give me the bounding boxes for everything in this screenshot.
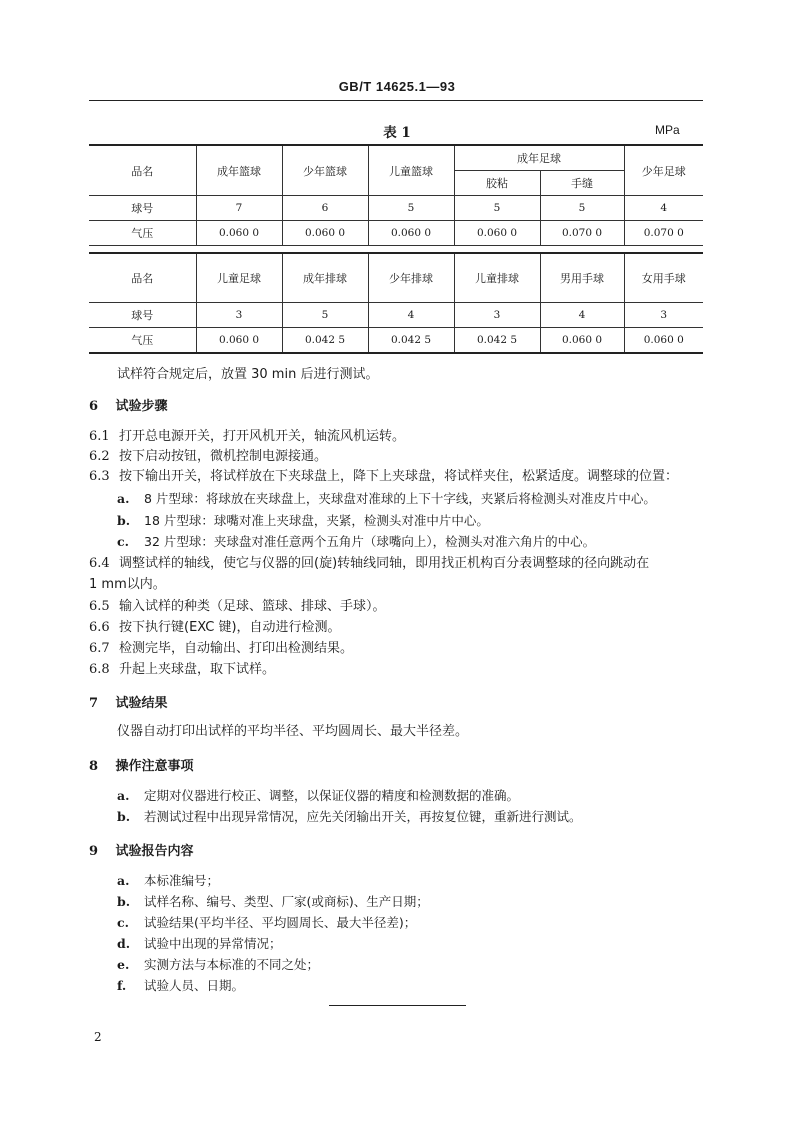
item-letter: a. (117, 491, 130, 506)
item-text: 定期对仪器进行校正、调整，以保证仪器的精度和检测数据的准确。 (144, 788, 520, 803)
table-cell: 6 (282, 196, 368, 221)
section-number: 9 (89, 844, 99, 859)
header-glued: 胶粘 (454, 171, 540, 196)
item-letter: a. (117, 873, 130, 888)
table-cell: 3 (624, 303, 703, 328)
table-row (89, 221, 703, 246)
table-cell: 0.042 5 (454, 328, 540, 354)
table-cell: 0.060 0 (454, 221, 540, 246)
item-text: 8 片型球：将球放在夹球盘上，夹球盘对准球的上下十字线，夹紧后将检测头对准皮片中心。 (144, 491, 656, 506)
header-youth-volleyball: 少年排球 (368, 253, 454, 303)
header-hand-sewn: 手缝 (540, 171, 624, 196)
row-label-pressure: 气压 (89, 221, 196, 246)
header-youth-basketball: 少年篮球 (282, 145, 368, 196)
item-number: 6.1 (89, 429, 110, 444)
list-item (117, 786, 717, 806)
table-cell: 0.042 5 (368, 328, 454, 354)
item-number: 6.7 (89, 641, 110, 656)
item-text: 打开总电源开关，打开风机开关，轴流风机运转。 (119, 429, 406, 444)
list-item (117, 892, 717, 912)
item-number: 6.4 (89, 556, 110, 571)
section-9-heading (89, 840, 194, 859)
table-cell: 5 (540, 196, 624, 221)
page-number: 2 (94, 1030, 102, 1044)
item-letter: a. (117, 788, 130, 803)
item-letter: e. (117, 957, 130, 972)
table-cell: 0.070 0 (540, 221, 624, 246)
item-text: 按下执行键(EXC 键)，自动进行检测。 (119, 620, 341, 635)
list-item (117, 913, 717, 933)
table-cell: 0.060 0 (624, 328, 703, 354)
list-item (117, 511, 717, 531)
item-letter: f. (117, 978, 127, 993)
pressure-table-part1 (89, 144, 703, 246)
section-title: 试验结果 (115, 696, 168, 711)
section-number: 6 (89, 399, 99, 414)
table-row (89, 253, 703, 303)
header-child-football: 儿童足球 (196, 253, 282, 303)
table-cell: 5 (454, 196, 540, 221)
table-cell: 0.060 0 (196, 328, 282, 354)
row-label-pressure: 气压 (89, 328, 196, 354)
table-cell: 0.060 0 (540, 328, 624, 354)
row-label-number: 球号 (89, 196, 196, 221)
header-adult-volleyball: 成年排球 (282, 253, 368, 303)
item-number: 6.2 (89, 449, 110, 464)
item-number: 6.6 (89, 620, 110, 635)
table-cell: 0.070 0 (624, 221, 703, 246)
item-letter: c. (117, 534, 129, 549)
table-row (89, 196, 703, 221)
item-text: 试验结果(平均半径、平均圆周长、最大半径差)； (144, 915, 417, 930)
table-cell: 0.060 0 (196, 221, 282, 246)
standard-header: GB/T 14625.1—93 (338, 79, 456, 94)
list-item (89, 618, 709, 638)
item-text-continued: 1 mm以内。 (89, 577, 166, 592)
item-text: 试验中出现的异常情况； (144, 936, 282, 951)
table-cell: 3 (196, 303, 282, 328)
item-text: 若测试过程中出现异常情况，应先关闭输出开关，再按复位键，重新进行测试。 (144, 809, 582, 824)
table-cell: 4 (368, 303, 454, 328)
row-label-number: 球号 (89, 303, 196, 328)
list-item (117, 807, 717, 827)
table-cell: 4 (624, 196, 703, 221)
item-text: 本标准编号； (144, 873, 220, 888)
table-cell: 0.060 0 (368, 221, 454, 246)
header-adult-basketball: 成年篮球 (196, 145, 282, 196)
table-row (89, 328, 703, 354)
table-cell: 3 (454, 303, 540, 328)
table-cell: 5 (368, 196, 454, 221)
table-cell: 4 (540, 303, 624, 328)
item-letter: b. (117, 894, 131, 909)
item-text: 试验人员、日期。 (144, 978, 245, 993)
header-name: 品名 (89, 145, 196, 196)
header-child-basketball: 儿童篮球 (368, 145, 454, 196)
list-item (89, 467, 709, 487)
table-note: 试样符合规定后，放置 30 min 后进行测试。 (117, 367, 379, 382)
item-text: 输入试样的种类（足球、篮球、排球、手球）。 (119, 599, 386, 614)
end-rule (329, 1005, 466, 1006)
section-7-heading (89, 692, 168, 711)
header-youth-football: 少年足球 (624, 145, 703, 196)
list-item (89, 447, 709, 467)
list-item (117, 532, 717, 552)
header-mens-handball: 男用手球 (540, 253, 624, 303)
table-cell: 7 (196, 196, 282, 221)
list-item (117, 955, 717, 975)
table-row (89, 303, 703, 328)
header-child-volleyball: 儿童排球 (454, 253, 540, 303)
table-cell: 0.042 5 (282, 328, 368, 354)
table-cell: 5 (282, 303, 368, 328)
section-title: 试验步骤 (115, 399, 168, 414)
item-text: 检测完毕，自动输出、打印出检测结果。 (119, 641, 354, 656)
item-number: 6.3 (89, 469, 110, 484)
item-text: 实测方法与本标准的不同之处； (144, 957, 320, 972)
item-letter: c. (117, 915, 129, 930)
list-item (117, 976, 717, 996)
pressure-table-part2 (89, 252, 703, 354)
item-text: 18 片型球：球嘴对准上夹球盘，夹紧，检测头对准中片中心。 (144, 513, 489, 528)
item-text: 按下输出开关，将试样放在下夹球盘上，降下上夹球盘，将试样夹住，松紧适度。调整球的位置： (119, 469, 679, 484)
header-rule (89, 100, 703, 101)
list-item (89, 554, 709, 574)
table-cell: 0.060 0 (282, 221, 368, 246)
list-item (89, 597, 709, 617)
section-7-text: 仪器自动打印出试样的平均半径、平均圆周长、最大半径差。 (117, 724, 469, 739)
item-text: 调整试样的轴线，使它与仪器的回(旋)转轴线同轴，即用找正机构百分表调整球的径向跳动在 (119, 556, 650, 571)
item-text: 试样名称、编号、类型、厂家(或商标)、生产日期； (144, 894, 429, 909)
item-number: 6.8 (89, 662, 110, 677)
list-item (89, 639, 709, 659)
section-number: 7 (89, 696, 99, 711)
header-womens-handball: 女用手球 (624, 253, 703, 303)
list-item (117, 934, 717, 954)
list-item (89, 427, 709, 447)
list-item (117, 489, 717, 509)
list-item (89, 660, 709, 680)
table-unit: MPa (655, 123, 680, 137)
header-name: 品名 (89, 253, 196, 303)
item-number: 6.5 (89, 599, 110, 614)
item-text: 按下启动按钮，微机控制电源接通。 (119, 449, 328, 464)
table-title: 表 1 (383, 125, 411, 141)
section-number: 8 (89, 759, 99, 774)
header-adult-football: 成年足球 (454, 145, 624, 171)
item-letter: d. (117, 936, 131, 951)
section-title: 操作注意事项 (115, 759, 194, 774)
section-8-heading (89, 755, 194, 774)
item-letter: b. (117, 513, 131, 528)
item-text: 32 片型球：夹球盘对准任意两个五角片（球嘴向上），检测头对准六角片的中心。 (144, 534, 596, 549)
item-text: 升起上夹球盘，取下试样。 (119, 662, 276, 677)
list-item (117, 871, 717, 891)
section-title: 试验报告内容 (115, 844, 194, 859)
section-6-heading (89, 395, 168, 414)
item-letter: b. (117, 809, 131, 824)
